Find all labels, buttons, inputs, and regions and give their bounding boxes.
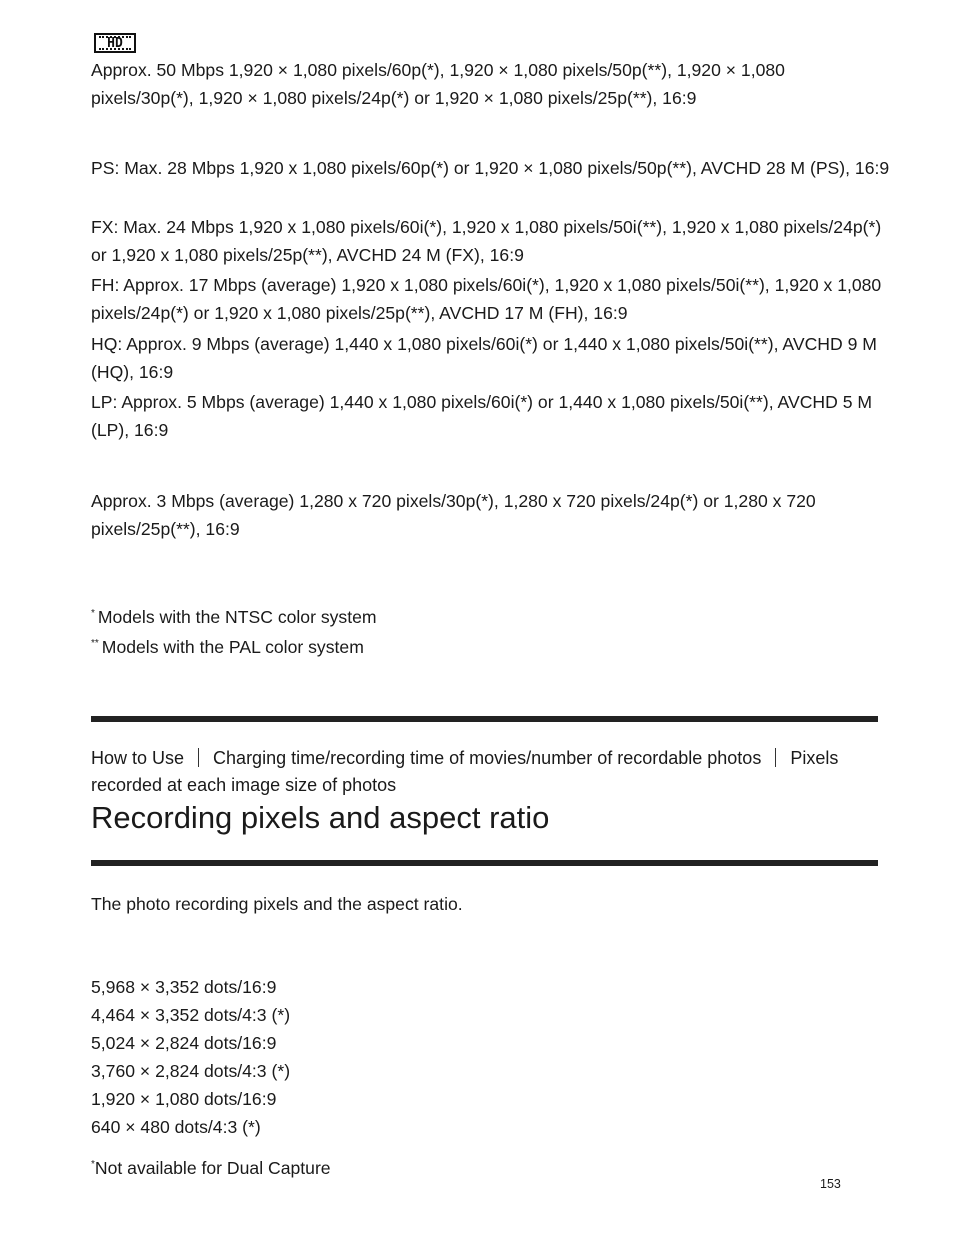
section-divider-bottom (91, 860, 878, 866)
breadcrumb-how-to-use[interactable]: How to Use (91, 748, 185, 768)
avchd-fh-spec: FH: Approx. 17 Mbps (average) 1,920 x 1,080 pixels/60i(*), 1,920 x 1,080 pixels/50i(**), 1,920 x 1,080 pixels/24p(*) or 1,920 x 1,080 pixels/25p(**), AVCHD 17 M (FH), 16:9 (91, 275, 882, 323)
section-divider-top (91, 716, 878, 722)
footnote-ntsc-text: Models with the NTSC color system (97, 607, 377, 627)
breadcrumb-charging-time[interactable]: Charging time/recording time of movies/number of recordable photos (213, 748, 762, 768)
mp4-720-spec: Approx. 3 Mbps (average) 1,280 x 720 pixels/30p(*), 1,280 x 720 pixels/24p(*) or 1,280 x 720 pixels/25p(**), 16:9 (91, 491, 816, 539)
footnote-dual-capture-mark: * (91, 1159, 95, 1170)
list-item: 640 × 480 dots/4:3 (*) (91, 1117, 261, 1137)
footnote-dual-capture-text: Not available for Dual Capture (94, 1158, 331, 1178)
footnote-pal-mark: ** (91, 638, 99, 649)
intro-text: The photo recording pixels and the aspect ratio. (91, 894, 463, 914)
page-number: 153 (820, 1177, 841, 1191)
avchd-ps-spec: PS: Max. 28 Mbps 1,920 x 1,080 pixels/60p(*) or 1,920 × 1,080 pixels/50p(**), AVCHD 28 M (PS), 16:9 (91, 158, 890, 178)
breadcrumb-pixels-recorded[interactable]: Pixels recorded at each image size of photos (91, 748, 839, 795)
footnote-ntsc-mark: * (91, 608, 95, 619)
photo-size-list (91, 973, 290, 1141)
breadcrumb-separator (198, 748, 199, 767)
footnote-pal-text: Models with the PAL color system (101, 637, 364, 657)
hd-icon-label: HD (107, 35, 123, 51)
list-item: 4,464 × 3,352 dots/4:3 (*) (91, 1005, 291, 1025)
mp4-1080-spec: Approx. 50 Mbps 1,920 × 1,080 pixels/60p(*), 1,920 × 1,080 pixels/50p(**), 1,920 × 1,080 pixels/30p(*), 1,920 × 1,080 pixels/24p(*) or 1,920 × 1,080 pixels/25p(**), 16:9 (91, 60, 785, 108)
breadcrumb (91, 745, 891, 799)
avchd-fx-spec: FX: Max. 24 Mbps 1,920 x 1,080 pixels/60i(*), 1,920 x 1,080 pixels/50i(**), 1,920 x 1,080 pixels/24p(*) or 1,920 x 1,080 pixels/25p(**), AVCHD 24 M (FX), 16:9 (91, 217, 882, 265)
avchd-lp-spec: LP: Approx. 5 Mbps (average) 1,440 x 1,080 pixels/60i(*) or 1,440 x 1,080 pixels/50i(**), AVCHD 5 M (LP), 16:9 (91, 392, 873, 440)
footnote-pal (91, 633, 364, 658)
footnote-dual-capture (91, 1154, 331, 1179)
list-item: 5,968 × 3,352 dots/16:9 (91, 977, 277, 997)
breadcrumb-separator (775, 748, 776, 767)
list-item: 1,920 × 1,080 dots/16:9 (91, 1089, 277, 1109)
footnote-ntsc (91, 603, 377, 628)
page-title: Recording pixels and aspect ratio (91, 800, 550, 835)
avchd-hq-spec: HQ: Approx. 9 Mbps (average) 1,440 x 1,080 pixels/60i(*) or 1,440 x 1,080 pixels/50i(**), AVCHD 9 M (HQ), 16:9 (91, 334, 877, 382)
list-item: 3,760 × 2,824 dots/4:3 (*) (91, 1061, 291, 1081)
list-item: 5,024 × 2,824 dots/16:9 (91, 1033, 277, 1053)
hd-quality-icon (94, 33, 136, 53)
